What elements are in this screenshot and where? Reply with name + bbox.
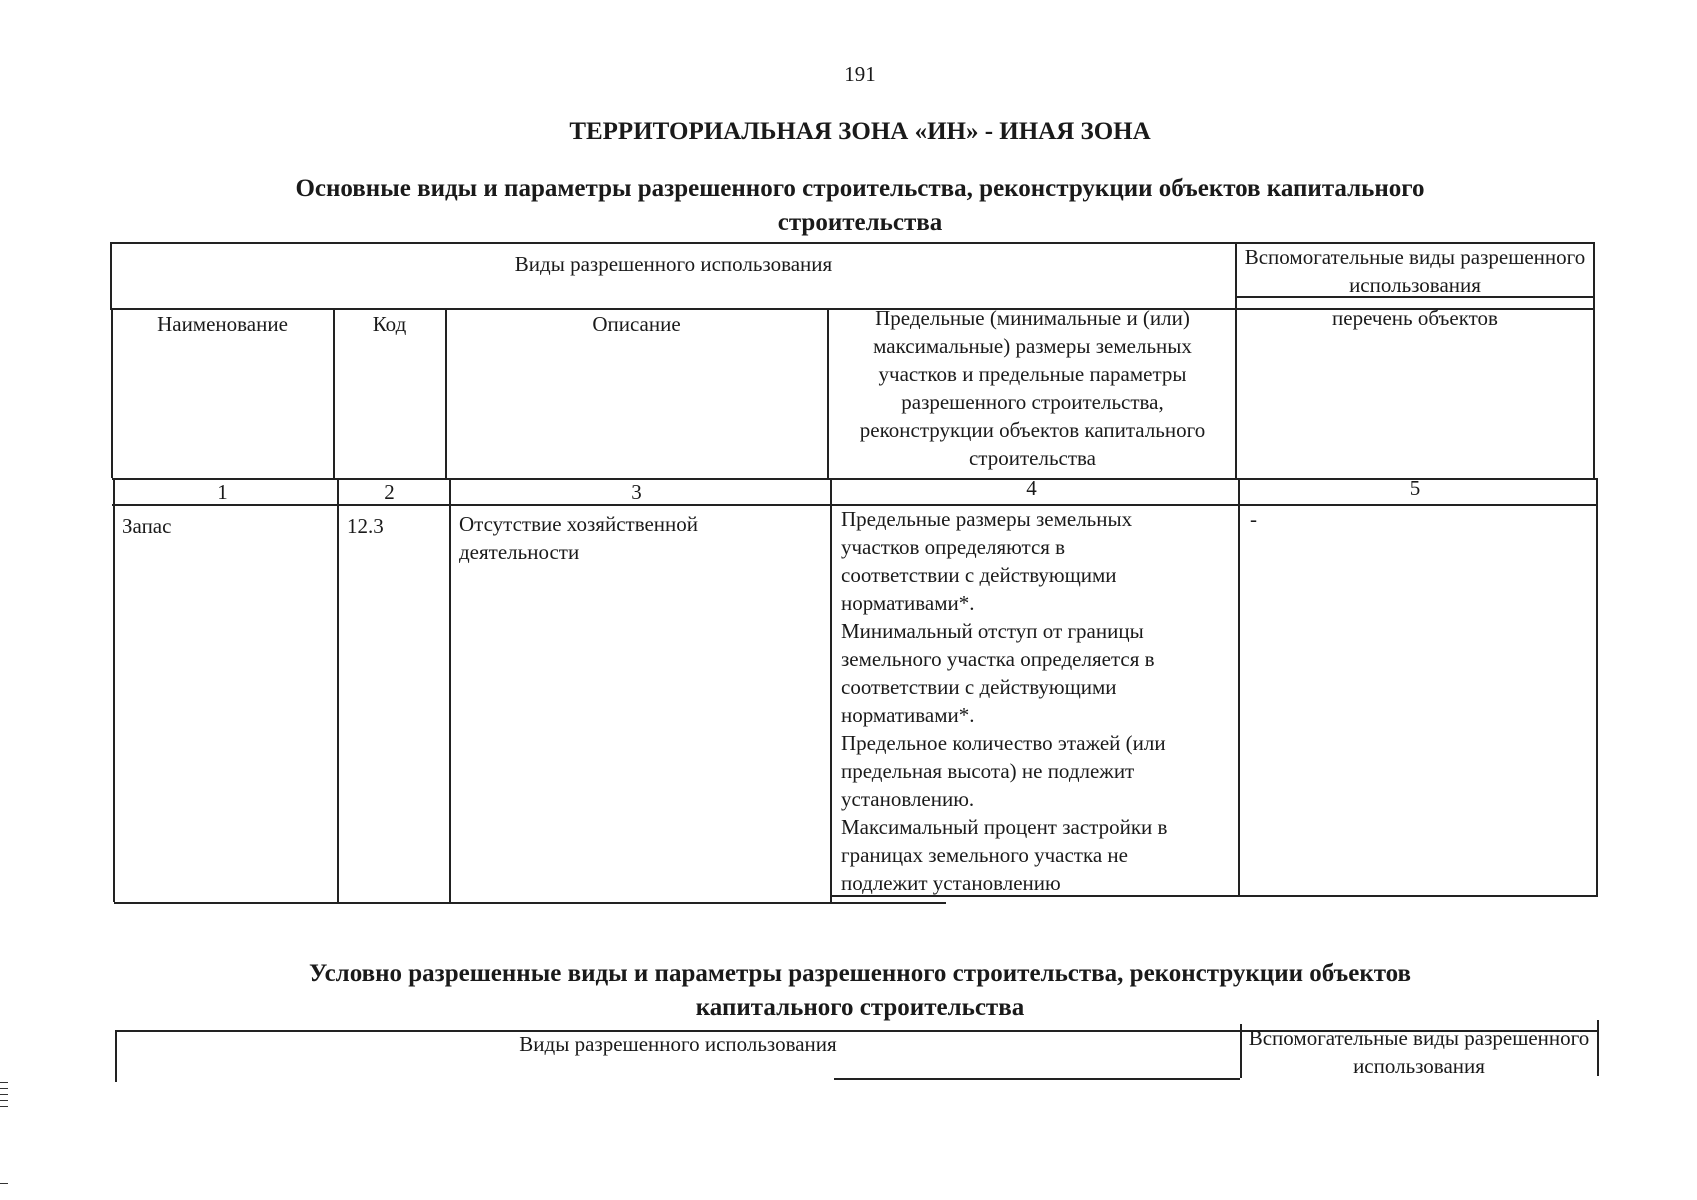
column-header-name: Наименование [157, 312, 288, 336]
main-table-group-header: Виды разрешенного использования [514, 252, 833, 276]
row-limits-line: Предельное количество этажей (или [841, 731, 1166, 755]
row-limits-line: нормативами*. [841, 703, 975, 727]
column-header-objects: перечень объектов [1332, 306, 1498, 330]
conditional-section-title [180, 957, 1540, 1025]
scan-mark [0, 1082, 8, 1083]
conditional-section-title-line2: капитального строительства [695, 994, 1025, 1021]
main-section-title-line2: строительства [777, 209, 943, 236]
main-table-col-divider-1-lower [337, 478, 339, 902]
row-limits-line: соответствии с действующими [841, 675, 1117, 699]
conditional-table-group-header: Виды разрешенного использования [519, 1032, 837, 1056]
zone-title: ТЕРРИТОРИАЛЬНАЯ ЗОНА «ИН» - ИНАЯ ЗОНА [569, 118, 1151, 145]
column-number-5: 5 [1409, 476, 1421, 500]
column-header-limits: Предельные (минимальные и (или) максимальные) размеры земельных участков и предельные параметры разрешенного строительства, реконструкции объектов капитального строительства [859, 306, 1206, 470]
scan-mark [0, 1088, 8, 1089]
page-number: 191 [844, 62, 876, 86]
column-header-description: Описание [592, 312, 681, 336]
scan-mark [0, 1106, 8, 1107]
row-description: Отсутствие хозяйственной деятельности [459, 512, 699, 564]
main-table-left-border-lower [113, 478, 115, 902]
main-table-bottom-border [114, 902, 946, 904]
row-limits-line: подлежит установлению [841, 871, 1061, 895]
main-table-aux-header: Вспомогательные виды разрешенного использования [1244, 245, 1586, 297]
row-name: Запас [122, 514, 172, 538]
main-table-col-divider-2-lower [449, 478, 451, 902]
row-limits-line: Предельные размеры земельных [841, 507, 1133, 531]
conditional-table-aux-header: Вспомогательные виды разрешенного использования [1248, 1026, 1590, 1078]
main-table-right-border-lower [1596, 478, 1598, 897]
main-table-col-divider-3 [827, 308, 829, 478]
scan-mark [0, 1183, 8, 1184]
row-limits-line: Минимальный отступ от границы [841, 619, 1144, 643]
column-number-4: 4 [1026, 476, 1037, 500]
column-number-3: 3 [631, 480, 642, 504]
row-limits-line: установлению. [841, 787, 975, 811]
row-limits-line: предельная высота) не подлежит [841, 759, 1135, 783]
scan-mark [0, 1094, 8, 1095]
row-limits-line: границах земельного участка не [841, 843, 1128, 867]
conditional-table-right-border [1597, 1020, 1599, 1076]
scan-mark [0, 1100, 8, 1101]
column-number-2: 2 [384, 480, 395, 504]
main-table-col-divider-3-lower [830, 478, 832, 902]
main-table-col-divider-4-lower [1238, 478, 1240, 895]
column-number-1: 1 [217, 480, 228, 504]
main-section-title-line1: Основные виды и параметры разрешенного строительства, реконструкции объектов капитального [295, 175, 1425, 202]
row-limits [841, 505, 1236, 897]
main-section-title [180, 172, 1540, 240]
row-limits-line: нормативами*. [841, 591, 975, 615]
column-header-code: Код [372, 312, 407, 336]
row-limits-line: соответствии с действующими [841, 563, 1117, 587]
row-objects: - [1250, 507, 1257, 531]
conditional-section-title-line1: Условно разрешенные виды и параметры разрешенного строительства, реконструкции объектов [308, 960, 1412, 987]
conditional-table-partial-bottom [834, 1078, 1240, 1080]
row-code: 12.3 [347, 514, 384, 538]
row-limits-line: земельного участка определяется в [841, 647, 1155, 671]
row-limits-line: Максимальный процент застройки в [841, 815, 1168, 839]
row-limits-line: участков определяются в [841, 535, 1066, 559]
